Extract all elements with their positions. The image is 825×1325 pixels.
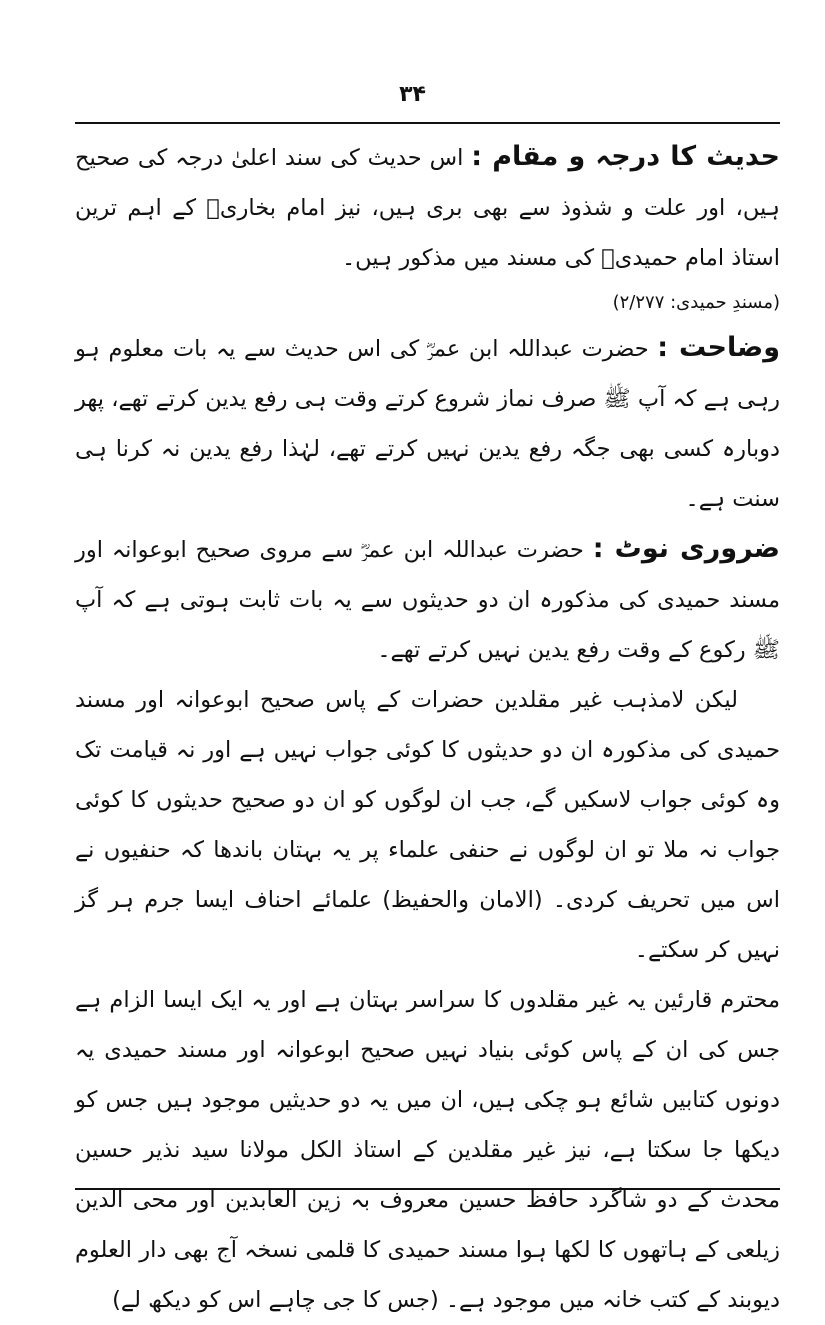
grade-heading: حدیث کا درجہ و مقام : [471,141,780,172]
grade-paragraph [75,132,780,283]
note-paragraph [75,524,780,675]
body-paragraph-2: محترم قارئین یہ غیر مقلدوں کا سراسر بہتان ہے اور یہ ایک ایسا الزام ہے جس کی ان کے پاس کوئی بنیاد نہیں صحیح ابوعوانہ اور مسند حمیدی یہ دونوں کتابیں شائع ہو چکی ہیں، ان میں یہ دو حدیثیں موجود ہیں جس کو دیکھا جا سکتا ہے، نیز غیر مقلدین کے استاذ الکل مولانا سید نذیر حسین محدث کے دو شاگرد حافظ حسین معروف بہ زین العابدین اور محی الدین زیلعی کے ہاتھوں کا لکھا ہوا مسند حمیدی کا قلمی نسخہ آج بھی دار العلوم دیوبند کے کتب خانہ میں موجود ہے۔ (جس کا جی چاہے اس کو دیکھ لے) [75,987,780,1313]
page-body [75,132,780,1325]
page-number: ۳۴ [399,82,426,107]
grade-text: اس حدیث کی سند اعلیٰ درجہ کی صحیح ہیں، اور علت و شذوذ سے بھی بری ہیں، نیز امام بخاریؒ کے اہم ترین استاذ امام حمیدیؒ کی مسند میں مذکور ہیں۔ [75,145,780,271]
explanation-heading: وضاحت : [657,332,781,363]
explanation-paragraph [75,323,780,524]
explanation-text: حضرت عبداللہ ابن عمرؓ کی اس حدیث سے یہ بات معلوم ہو رہی ہے کہ آپ ﷺ صرف نماز شروع کرتے وقت ہی رفع یدین کرتے تھے، پھر دوبارہ کسی بھی جگہ رفع یدین نہیں کرتے تھے، لہٰذا رفع یدین نہ کرنا ہی سنت ہے۔ [75,336,780,512]
body-paragraph-1: لیکن لامذہب غیر مقلدین حضرات کے پاس صحیح ابوعوانہ اور مسند حمیدی کی مذکورہ ان دو حدیثوں کا کوئی جواب نہیں ہے اور نہ قیامت تک وہ کوئی جواب لاسکیں گے، جب ان لوگوں کو ان دو صحیح حدیثوں کا کوئی جواب نہ ملا تو ان لوگوں نے حنفی علماء پر یہ بہتان باندھا کہ حنفیوں نے اس میں تحریف کردی۔ (الامان والحفیظ) علمائے احناف ایسا جرم ہر گز نہیں کر سکتے۔ [75,687,780,963]
bottom-divider [75,1188,780,1190]
note-text: حضرت عبداللہ ابن عمرؓ سے مروی صحیح ابوعوانہ اور مسند حمیدی کی مذکورہ ان دو حدیثوں سے یہ بات ثابت ہوتی ہے کہ آپ ﷺ رکوع کے وقت رفع یدین نہیں کرتے تھے۔ [75,537,780,663]
note-heading: ضروری نوٹ : [592,533,780,564]
top-divider [75,122,780,124]
reference-citation: (مسندِ حمیدی: ۲/۲۷۷) [612,292,780,313]
